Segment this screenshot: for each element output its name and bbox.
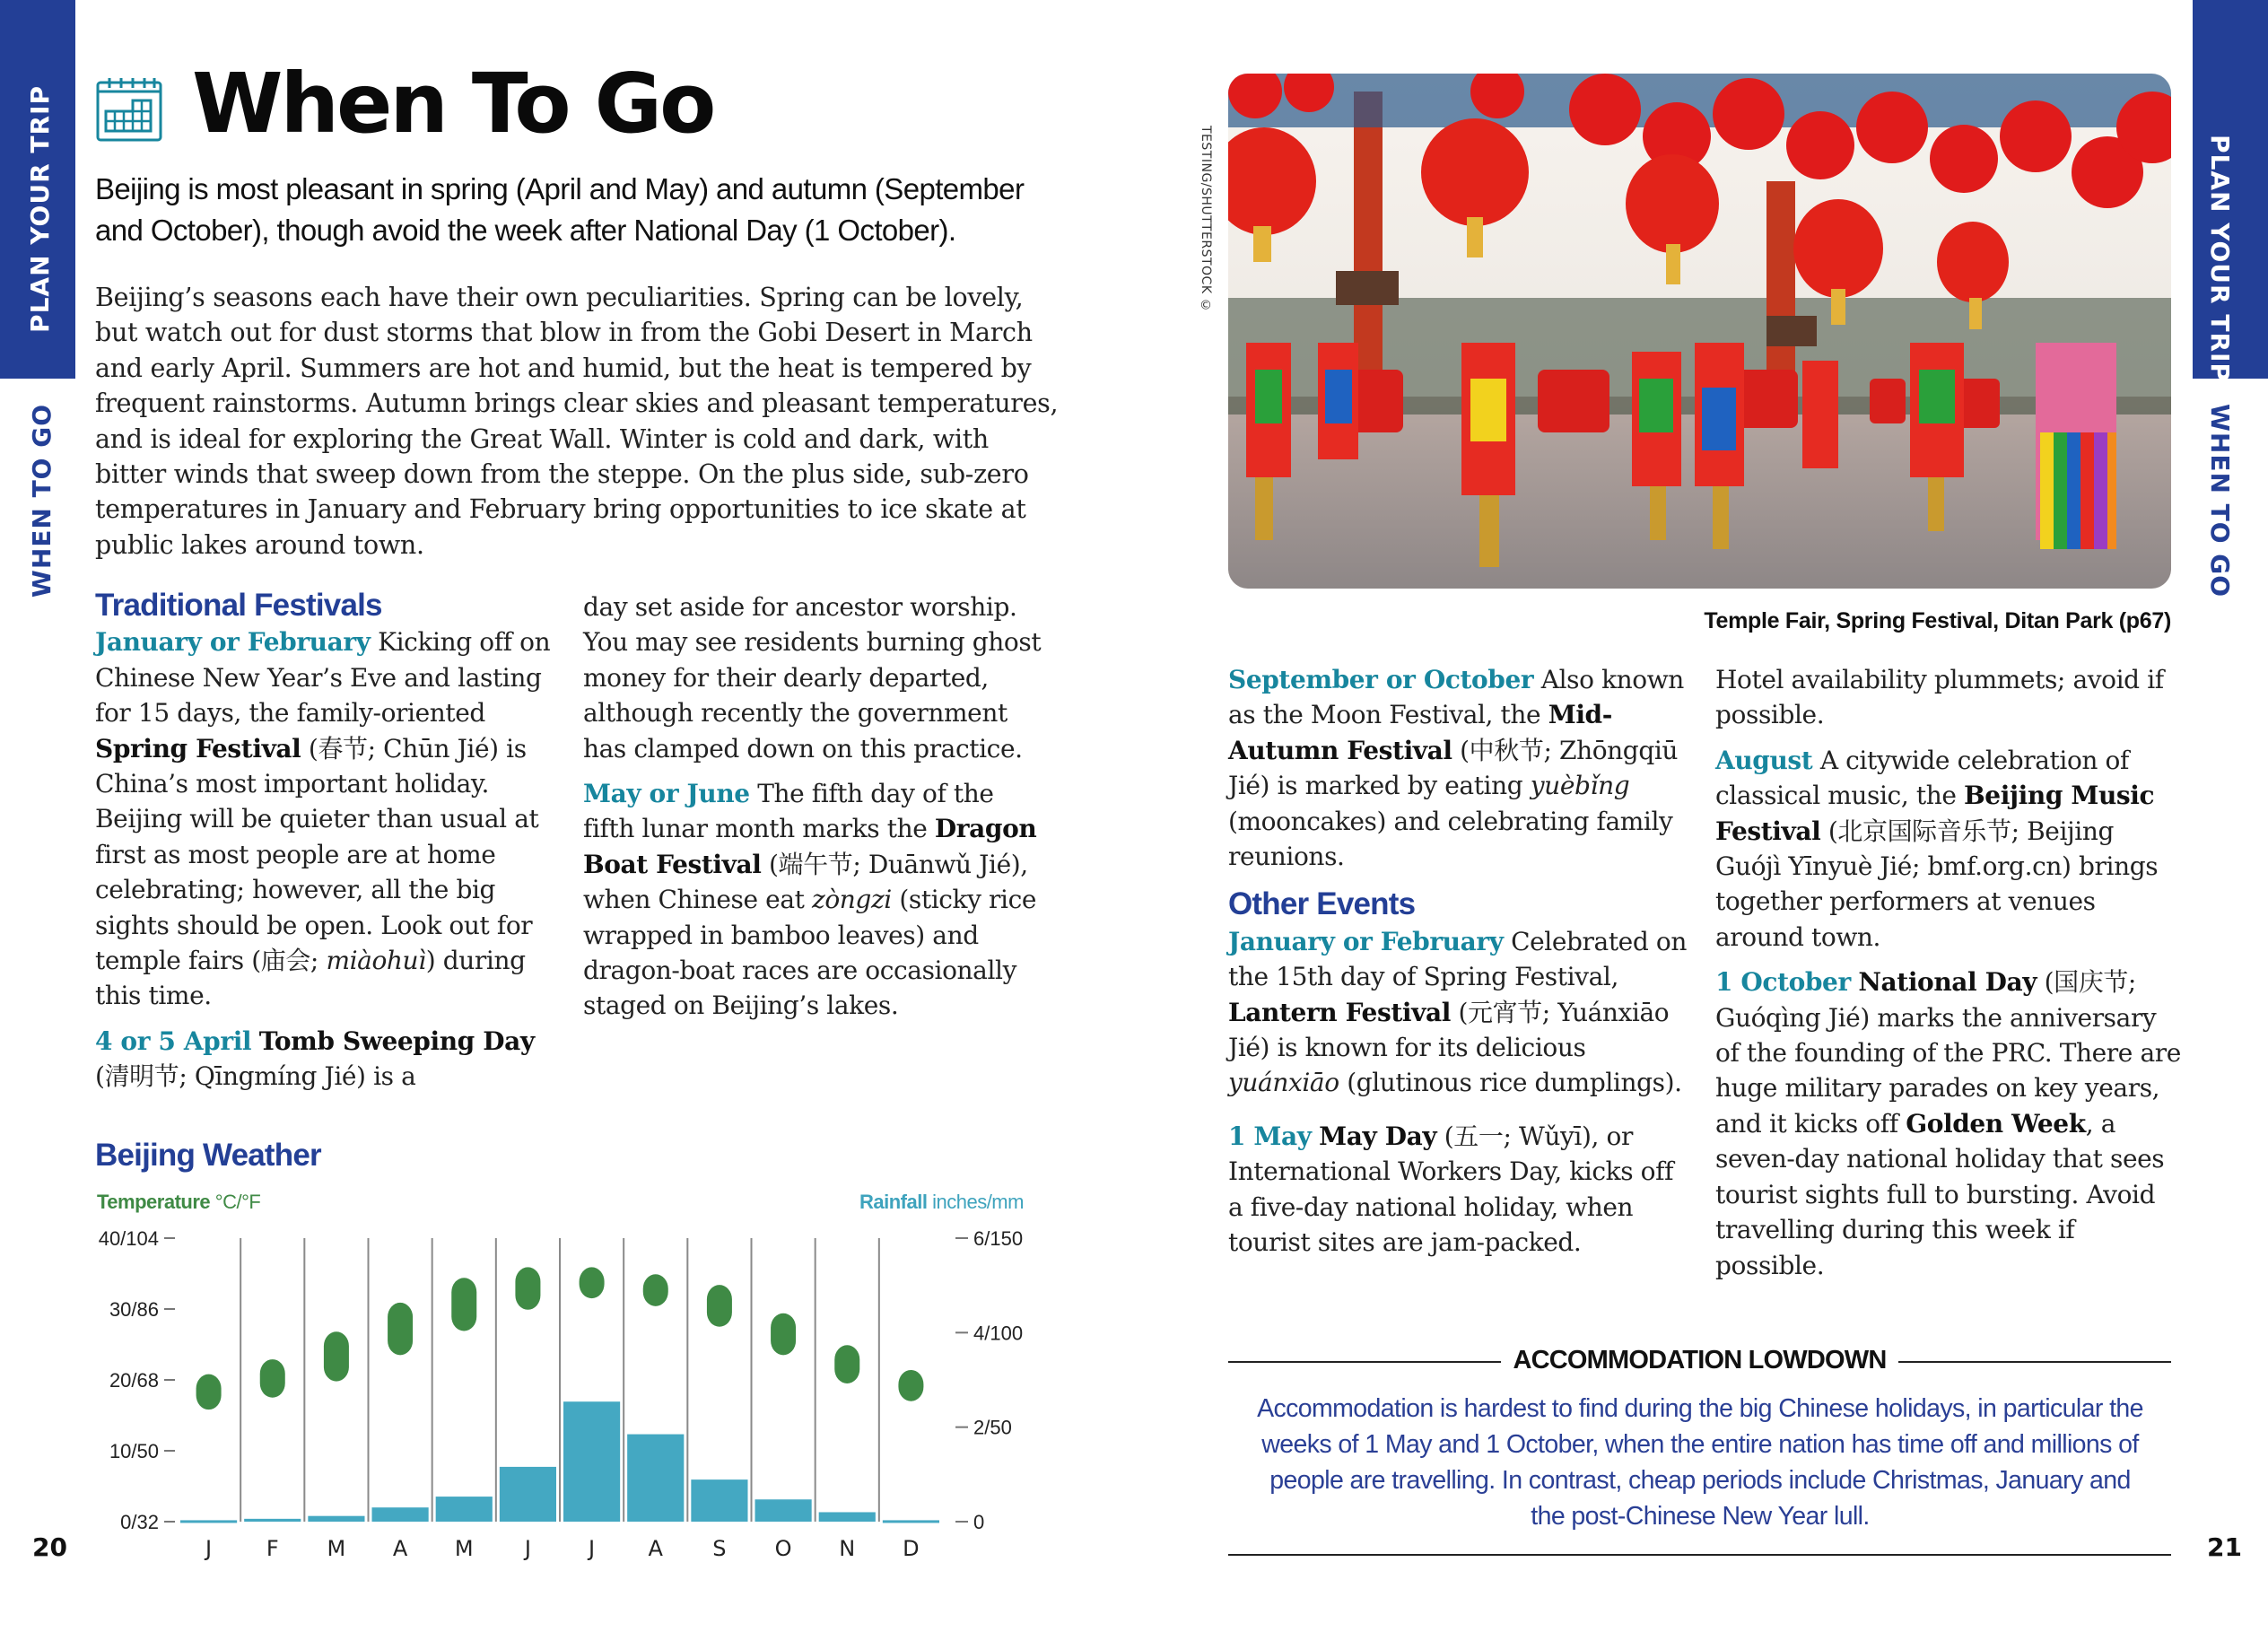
page-title: When To Go bbox=[192, 56, 714, 152]
month-label: A bbox=[392, 1536, 408, 1561]
festival-text: Also known as the Moon Festival, the bbox=[1228, 665, 1684, 730]
weather-chart bbox=[0, 1202, 1077, 1579]
festivals-column-1 bbox=[95, 588, 553, 1104]
festival-text: (mooncakes) and celebrating family reunions. bbox=[1228, 806, 1673, 872]
rainfall-bar bbox=[563, 1401, 620, 1522]
legend-rainfall-label: Rainfall bbox=[859, 1191, 928, 1213]
event-date: August bbox=[1715, 745, 1813, 775]
legend-temperature-label: Temperature bbox=[97, 1191, 211, 1213]
month-label: J bbox=[589, 1536, 596, 1561]
festival-name: Mid-Autumn Festival bbox=[1228, 700, 1612, 765]
festival-text: (端午节; Duānwǔ Jié), when Chinese eat bbox=[583, 849, 1028, 915]
legend-temperature-unit: °C/°F bbox=[214, 1191, 261, 1213]
event-entry bbox=[1228, 924, 1695, 1101]
rainfall-tick-label: 4/100 bbox=[973, 1322, 1024, 1345]
event-entry-continued bbox=[1715, 662, 2182, 733]
event-name: National Day bbox=[1858, 967, 2037, 998]
events-column-2 bbox=[1715, 662, 2182, 1293]
temperature-range-capsule bbox=[196, 1375, 222, 1410]
temperature-tick-label: 20/68 bbox=[109, 1369, 159, 1392]
event-entry bbox=[1228, 1119, 1695, 1259]
temperature-range-capsule bbox=[834, 1345, 859, 1383]
temple-fair-photo bbox=[1228, 74, 2171, 589]
event-name: Beijing Music Festival bbox=[1715, 781, 2155, 846]
festival-name: Tomb Sweeping Day bbox=[258, 1025, 535, 1056]
month-label: A bbox=[648, 1536, 663, 1561]
rainfall-bar bbox=[180, 1520, 237, 1523]
festival-term: yuèbǐng bbox=[1530, 771, 1630, 801]
event-text: (国庆节; Guóqìng Jié) marks the anniversary of the founding of the PRC. There are huge military parades on key years, and it kicks off bbox=[1715, 967, 2181, 1139]
event-date: January or February bbox=[1228, 926, 1504, 956]
event-entry bbox=[1715, 964, 2182, 1283]
rainfall-bar bbox=[308, 1516, 364, 1522]
photo-credit: TESTING/SHUTTERSTOCK © bbox=[1199, 126, 1213, 313]
event-text: , a seven-day national holiday that sees tourist sights full to bursting. Avoid travelling during this week if possible. bbox=[1715, 1108, 2165, 1280]
festival-entry-continued bbox=[583, 589, 1050, 766]
event-text: A citywide celebration of classical music, the bbox=[1715, 745, 2129, 811]
rainfall-bar bbox=[883, 1520, 939, 1523]
temple-fair-illustration bbox=[1228, 74, 2171, 589]
event-entry bbox=[1715, 743, 2182, 955]
temperature-range-capsule bbox=[324, 1331, 349, 1381]
lead-paragraph: Beijing is most pleasant in spring (April and May) and autumn (September and October), though avoid the week after National Day (1 October). bbox=[95, 172, 1025, 247]
temperature-range-capsule bbox=[388, 1303, 413, 1355]
festival-text: (清明节; Qīngmíng Jié) is a bbox=[95, 1061, 416, 1092]
festival-name: Spring Festival bbox=[95, 733, 301, 764]
temperature-tick-label: 10/50 bbox=[109, 1440, 159, 1462]
events-column-1 bbox=[1228, 662, 1695, 1269]
month-label: J bbox=[524, 1536, 531, 1561]
temperature-tick-label: 0/32 bbox=[120, 1511, 159, 1533]
accommodation-bottom-rule bbox=[1228, 1554, 2171, 1556]
festival-entry bbox=[583, 776, 1050, 1024]
rainfall-bar bbox=[755, 1499, 812, 1522]
festival-text: day set aside for ancestor worship. You may see residents burning ghost money for their dearly departed, although recently the government has clamped down on this practice. bbox=[583, 592, 1042, 764]
month-label: O bbox=[774, 1536, 792, 1561]
event-text: (北京国际音乐节; Beijing Guójì Yīnyuè Jié; bmf.org.cn) brings together performers at venues around town. bbox=[1715, 816, 2159, 952]
rainfall-tick-label: 2/50 bbox=[973, 1416, 1012, 1439]
page-number-right: 21 bbox=[2207, 1532, 2242, 1562]
festival-date: 4 or 5 April bbox=[95, 1025, 252, 1056]
festival-text: (中秋节; Zhōngqiū Jié) is marked by eating bbox=[1228, 735, 1679, 801]
festival-text: The fifth day of the fifth lunar month marks the bbox=[583, 779, 994, 844]
temperature-range-capsule bbox=[515, 1267, 540, 1309]
month-label: F bbox=[266, 1536, 279, 1561]
rainfall-bar bbox=[691, 1479, 747, 1522]
event-name: May Day bbox=[1319, 1121, 1437, 1151]
festival-name: Dragon Boat Festival bbox=[583, 814, 1037, 879]
event-text: Celebrated on the 15th day of Spring Festival, bbox=[1228, 926, 1687, 992]
temperature-range-capsule bbox=[451, 1278, 476, 1331]
event-name: Lantern Festival bbox=[1228, 997, 1451, 1027]
festival-entry bbox=[95, 624, 553, 1013]
month-label: J bbox=[205, 1536, 213, 1561]
section-heading-traditional-festivals: Traditional Festivals bbox=[95, 588, 382, 623]
event-date: 1 May bbox=[1228, 1121, 1312, 1151]
event-term: yuánxiāo bbox=[1228, 1068, 1339, 1098]
month-label: S bbox=[712, 1536, 727, 1561]
photo-caption: Temple Fair, Spring Festival, Ditan Park (p67) bbox=[1704, 608, 2171, 633]
side-tab-section-label-right: PLAN YOUR TRIP bbox=[2205, 135, 2235, 382]
accommodation-heading bbox=[1228, 1346, 2171, 1375]
festival-text: ) during this time. bbox=[95, 946, 526, 1011]
festival-text: (sticky rice wrapped in bamboo leaves) and dragon-boat races are occasionally staged on Beijing’s lakes. bbox=[583, 885, 1037, 1021]
page-number-left: 20 bbox=[32, 1532, 67, 1562]
festival-term: zòngzi bbox=[811, 885, 892, 915]
calendar-icon bbox=[95, 75, 163, 144]
festival-entry bbox=[95, 1024, 553, 1094]
festival-entry bbox=[1228, 662, 1695, 874]
rainfall-bar bbox=[244, 1519, 301, 1522]
chart-title: Beijing Weather bbox=[95, 1138, 321, 1173]
rainfall-bar bbox=[627, 1435, 684, 1522]
month-label: M bbox=[454, 1536, 474, 1561]
event-text: Hotel availability plummets; avoid if possible. bbox=[1715, 665, 2164, 730]
month-label: M bbox=[327, 1536, 346, 1561]
festival-date: May or June bbox=[583, 779, 750, 809]
intro-paragraph: Beijing’s seasons each have their own peculiarities. Spring can be lovely, but watch out for dust storms that blow in from the Gobi Desert in March and early April. Summers are hot and humid, but the heat is tempered by frequent rainstorms. Autumn brings clear skies and pleasant temperatures, and is ideal for exploring the Great Wall. Winter is cold and dark, with bitter winds that sweep down from the steppe. On the plus side, sub-zero temperatures in January and February bring opportunities to ice skate at public lakes around town. bbox=[95, 283, 1059, 560]
side-tab-section-label-left: PLAN YOUR TRIP bbox=[25, 85, 55, 333]
rainfall-bar bbox=[372, 1507, 429, 1522]
accommodation-body: Accommodation is hardest to find during the big Chinese holidays, in particular the weeks of 1 May and 1 October, when the entire nation has time off and millions of people are travelling. In contrast, cheap periods include Christmas, January and the post-Chinese New Year lull. bbox=[1257, 1394, 2143, 1531]
festivals-column-2 bbox=[583, 589, 1050, 1034]
side-tab-chapter-label-right: WHEN TO GO bbox=[2205, 404, 2235, 598]
accommodation-heading-text: ACCOMMODATION LOWDOWN bbox=[1501, 1346, 1899, 1375]
temperature-tick-label: 40/104 bbox=[98, 1227, 159, 1250]
rainfall-bar bbox=[500, 1467, 556, 1522]
temperature-range-capsule bbox=[260, 1359, 285, 1398]
rainfall-tick-label: 0 bbox=[973, 1511, 985, 1533]
festival-term: miàohuì bbox=[326, 946, 426, 976]
month-label: N bbox=[839, 1536, 856, 1561]
temperature-tick-label: 30/86 bbox=[109, 1298, 159, 1321]
rainfall-bar bbox=[436, 1497, 493, 1522]
festival-date: January or February bbox=[95, 627, 371, 658]
temperature-range-capsule bbox=[771, 1313, 796, 1356]
temperature-range-capsule bbox=[707, 1285, 732, 1327]
event-text: (glutinous rice dumplings). bbox=[1339, 1068, 1682, 1098]
rainfall-tick-label: 6/150 bbox=[973, 1227, 1024, 1250]
legend-rainfall-unit: inches/mm bbox=[932, 1191, 1024, 1213]
side-tab-chapter-label-left: WHEN TO GO bbox=[27, 404, 57, 598]
section-heading-other-events: Other Events bbox=[1228, 886, 1416, 922]
festival-date: September or October bbox=[1228, 665, 1534, 694]
event-name: Golden Week bbox=[1906, 1108, 2086, 1139]
temperature-range-capsule bbox=[580, 1267, 605, 1298]
temperature-range-capsule bbox=[643, 1274, 668, 1306]
event-text: (元宵节; Yuánxiāo Jié) is known for its delicious bbox=[1228, 997, 1670, 1063]
event-text: (五一; Wǔyī), or International Workers Day, kicks off a five-day national holiday, when tourist sites are jam-packed. bbox=[1228, 1121, 1674, 1258]
month-label: D bbox=[903, 1536, 920, 1561]
temperature-range-capsule bbox=[898, 1370, 923, 1401]
festival-text: Kicking off on Chinese New Year’s Eve and lasting for 15 days, the family-oriented bbox=[95, 627, 551, 729]
festival-text: (春节; Chūn Jié) is China’s most important holiday. Beijing will be quieter than usual at first as most people are at home celebrating; however, all the big sights should be open. Look out for temple fairs (庙会; bbox=[95, 733, 539, 976]
event-date: 1 October bbox=[1715, 967, 1851, 998]
rainfall-bar bbox=[819, 1512, 876, 1522]
